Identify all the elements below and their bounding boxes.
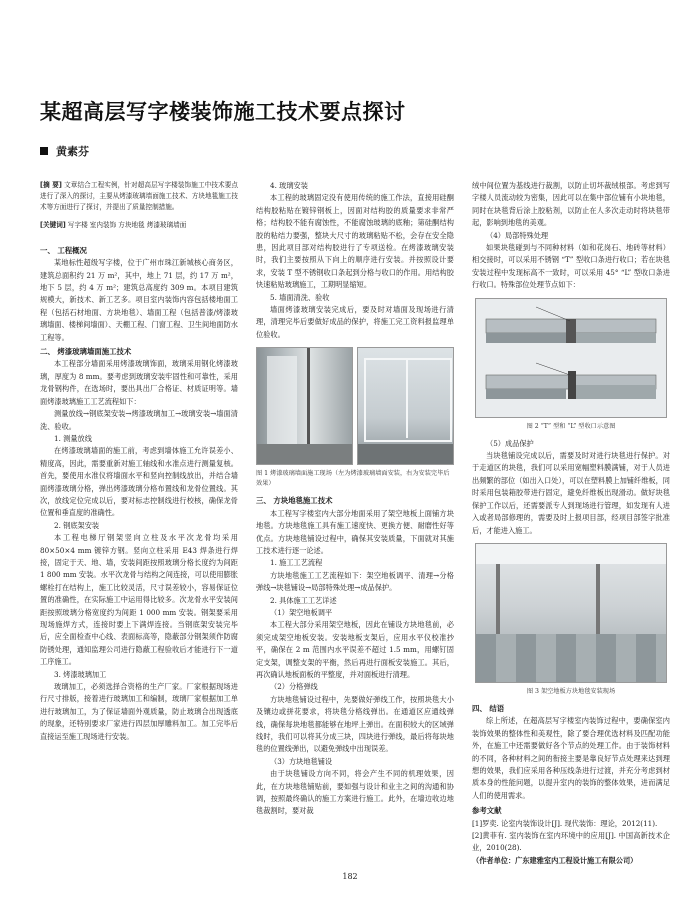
- figure-2-diagram: [476, 299, 666, 417]
- paragraph: 由于块毯铺设方向不同，将会产生不同的机理效果，因此，在方块地毯铺贴前，要如强与设计和业主之间的沟通和协调，按照最终确认的施工方案进行施工。此外，在墙边收边地毯裁割时，要对裁: [256, 769, 454, 816]
- abstract-label: [摘 要]: [40, 181, 62, 189]
- figure-2: [475, 298, 667, 418]
- column-1: [40, 180, 238, 743]
- paragraph: 方块地毯铺设过程中，先要做好弹线工作，按照块毯大小及镶边或拼花要求，将块毯分格线弹出。在通道区应通线弹线，确保每块地毯都能够在地坪上弹出。在面积较大的区域弹线时，我们可以将其分成三块，四块进行弹线，最后将每块地毯的位置线弹出，以避免弹线中出现误差。: [256, 694, 454, 754]
- section-4-title: 四、 结语: [472, 703, 505, 713]
- subheading: （3）方块地毯铺设: [270, 756, 333, 766]
- paragraph: 墙面烤漆玻璃安装完成后，要及时对墙面及现场进行清理，清理完毕后要做好成品的保护，将施工完工资料报监理单位验收。: [256, 305, 454, 339]
- author-organization: （作者单位：广东建雅室内工程设计施工有限公司）: [472, 855, 638, 865]
- paragraph: 综上所述，在超高层写字楼室内装饰过程中，要确保室内装饰效果的整体性和美观性，除了要合理优选材料及匹配功能外，在施工中还需要做好各个节点的处理工作。由于装饰材料的不同，各种材料之间的衔接主要是靠良好节点处理来达到理想的效果，我们应采用各种压线条进行过渡，并充分考虑到材质本身的性能问题，以提升室内的装饰的整体效果，进而满足人们的使用需求。: [472, 716, 670, 800]
- section-3-title: 三、 方块地毯施工技术: [256, 496, 333, 506]
- author-name: 黄素芬: [56, 145, 89, 158]
- paragraph: 当块毯铺设完成以后，需要及时对进行块毯进行保护。对于走道区的块毯，我们可以采用宽幅塑料膜满铺，对于人员进出频繁的部位（如出入口处），可以在塑料膜上加铺纤维板，同时采用包装箱胶带进行固定，避免纤维板出现滑动。做好块毯保护工作以后，还需要派专人到现场进行管理，如发现有人进入或者局部修理的，需要及时上报项目部，经项目部签字批准后，才能进入施工。: [472, 451, 670, 535]
- references-title: 参考文献: [472, 806, 502, 816]
- paragraph: 本工程写字楼室内大部分地面采用了架空地板上面铺方块地毯。方块地毯施工具有施工速度快、更换方便、耐磨性好等优点。方块地毯铺设过程中，确保其安装质量，下面就对其施工技术进行逐一论述。: [256, 508, 454, 555]
- column-3: [472, 180, 670, 867]
- figure-3-caption: 图 3 架空地板方块地毯安装现场: [526, 687, 616, 695]
- subheading: 5. 墙面清洗、验收: [270, 292, 330, 302]
- paragraph: 在烤漆玻璃墙面的施工前，考虑到墙体施工允许误差小、精度高，因此，需要重新对施工轴线和水准点进行测量复核。首先，要使用水准仪将墙面水平和竖向控制线放出，并结合墙面烤漆玻璃分格，弹出烤漆玻璃分格布置线和龙骨位置线。其次，放线定位完成以后，要对标志控制线进行校核，确保龙骨位置和垂直度的准确性。: [40, 446, 238, 518]
- keywords-label: [关键词]: [40, 220, 66, 229]
- abstract-text: 文章结合工程实例，针对超高层写字楼装饰施工中技术要点进行了深入的探讨，主要从烤漆玻璃墙面施工技术、方块地毯施工技术等方面进行了探讨，并提出了质量控制措施。: [40, 181, 238, 212]
- paragraph: 本工程的玻璃固定没有使用传统的施工作法，直接用硅酮结构胶粘贴在镀锌钢板上，因面对结构胶的质量要求非常严格；结构胶不能有腐蚀性，不能腐蚀玻璃的底釉；第硅酮结构胶的粘结力要强，整块大尺寸的玻璃粘贴不松，会存在安全隐患，因此项目部对结构胶进行了专项送检。在烤漆玻璃安装时，我们主要按照从下向上的顺序进行安装。并按照设计要求，安装 T 型不锈钢收口条起到分格与收口的作用。用结构胶快速粘贴玻璃施工，工期明显缩短。: [256, 193, 454, 290]
- author-bullet-icon: [40, 147, 48, 155]
- subheading: （1）架空地板调平: [270, 607, 333, 617]
- subheading: 4. 玻璃安装: [270, 181, 308, 190]
- figure-2-caption: 图 2 “T” 型和 “L” 型收口示意图: [526, 422, 616, 430]
- subheading: 2. 具体施工工艺详述: [270, 595, 337, 605]
- figure-1-photo-right: [357, 347, 454, 465]
- paragraph: 某地标性超级写字楼，位于广州市珠江新城核心商务区，建筑总面积约 21 万 m²，其中，地上 71 层，约 17 万 m²，地下 5 层，约 4 万 m²；建筑总高度约 309 m。本项目建筑规模大，新技术、新工艺多。项目室内装饰内容包括楼地面工程（包括石材地面、方块地毯）、墙面工程（包括普漆/烤漆玻璃墙面、楼梯间墙面）、天棚工程、门窗工程、卫生间地面防水工程等。: [40, 258, 238, 342]
- section-1-title: 一、 工程概况: [40, 245, 87, 255]
- subheading: 2. 钢底架安装: [54, 520, 100, 530]
- keywords-text: 写字楼 室内装饰 方块地毯 烤漆玻璃墙面: [67, 220, 187, 229]
- paragraph: 本工程部分墙面采用烤漆玻璃饰面，玻璃采用钢化烤漆玻璃，厚度为 8 mm。要考虑到玻璃安装牢固性和可靠性，采用龙骨钢构件，在选场时，要出具出厂合格证、材质证明等。墙面烤漆玻璃施工工艺流程如下：: [40, 359, 238, 406]
- subheading: （2）分格弹线: [270, 682, 318, 692]
- paragraph: 测量放线→钢底架安装→烤漆玻璃加工→玻璃安装→墙面清洗、验收。: [40, 409, 238, 431]
- subheading: 1. 施工工艺流程: [270, 558, 323, 568]
- paragraph: 本工程大部分采用架空地板，因此在铺设方块地毯前，必须完成架空地板安装。安装地板支架后，应用水平仪校准抄平，确保在 2 m 范围内水平误差不超过 1.5 mm，用螺钉固定支架，调整支架的平衡，然后再进行面板安装施工。其后，再次确认地板面板的平整度，并对面板进行清理。: [256, 620, 454, 679]
- page-title: 某超高层写字楼装饰施工技术要点探讨: [40, 100, 406, 124]
- subheading: （4）局部特殊处理: [486, 230, 549, 240]
- paragraph: 绒中间位置为基线进行裁割，以防止切坏裁绒根部。考虑到写字楼人员流动较为密集，因此可以在集中部位铺有小块地毯，同时在块毯背后涂上胶粘剂，以防止在人多次走动时将块毯带起，影响到地毯的美观。: [472, 181, 670, 228]
- subheading: （5）成品保护: [486, 438, 534, 448]
- section-2-title: 二、 烤漆玻璃墙面施工技术: [40, 347, 132, 357]
- reference-1: [1]罗奕. 论室内装饰设计[J]. 现代装饰：理论，2012(11).: [472, 818, 658, 828]
- figure-1-caption: 图 1 烤漆玻璃墙面施工现场（左为烤漆玻璃墙面安装，右为安装完毕后效果）: [256, 470, 450, 488]
- subheading: 1. 测量放线: [54, 433, 92, 443]
- figure-3: [475, 543, 667, 683]
- figure-1: [256, 347, 454, 465]
- keywords: [40, 220, 238, 231]
- paragraph: 玻璃加工，必须选择合资格的生产厂家。厂家根据现场进行尺寸排版，接着进行玻璃加工和编制，玻璃厂家根据加工单进行玻璃加工，为了保证墙面外观质量，防止玻璃合出现透底的现象，还特别要求厂家进行四层加厚雕料加工。加工完毕后直接运至施工现场进行安装。: [40, 682, 238, 741]
- abstract: [40, 180, 238, 214]
- paragraph: 方块地毯施工工艺流程如下：架空地板调平、清理→分格弹线→块毯铺设→局部特殊处理→成品保护。: [256, 570, 454, 593]
- column-2: [256, 180, 454, 818]
- author-line: [40, 143, 89, 159]
- page-number: 182: [342, 872, 358, 881]
- paragraph: 如果块毯碰到与不同种材料（如和花岗石、地砖等材料）相交接时，可以采用不锈钢 “T” 型收口条进行收口；若在块毯安装过程中发现标高不一致时，可以采用 45° “L” 型收口条进行收口。特殊部位处理节点如下：: [472, 243, 670, 290]
- paragraph: 本工程电梯厅钢架竖向立柱及水平次龙骨均采用 80×50×4 mm 镀锌方钢。竖向立柱采用 E43 焊条进行焊接，固定于天、地、墙，安装间距按照玻璃分格长度约为间距 1 800 mm 安装。水平次龙骨与结构之间连接，可以使用膨胀螺栓打在结构上，施工比较灵活，尺寸误差较小，容易保证位置的准确性，在实际施工中运用得比较多。次龙骨水平安装间距按照玻璃分格宽度约为间距 1 000 mm 安装。钢架要采用现场施焊方式，连接时要上下满焊连接。当钢底架安装完毕后，应全面检查中心线、表面标高等，隐蔽部分钢架须作防腐防锈处理，通知监理公司进行隐蔽工程验收后才能进行下一道工序施工。: [40, 533, 238, 667]
- reference-2: [2]黄菲有. 室内装饰在室内环境中的应用[J]. 中国高新技术企业，2010(28).: [472, 830, 670, 853]
- subheading: 3. 烤漆玻璃加工: [54, 669, 107, 679]
- figure-1-photo-left: [256, 347, 353, 465]
